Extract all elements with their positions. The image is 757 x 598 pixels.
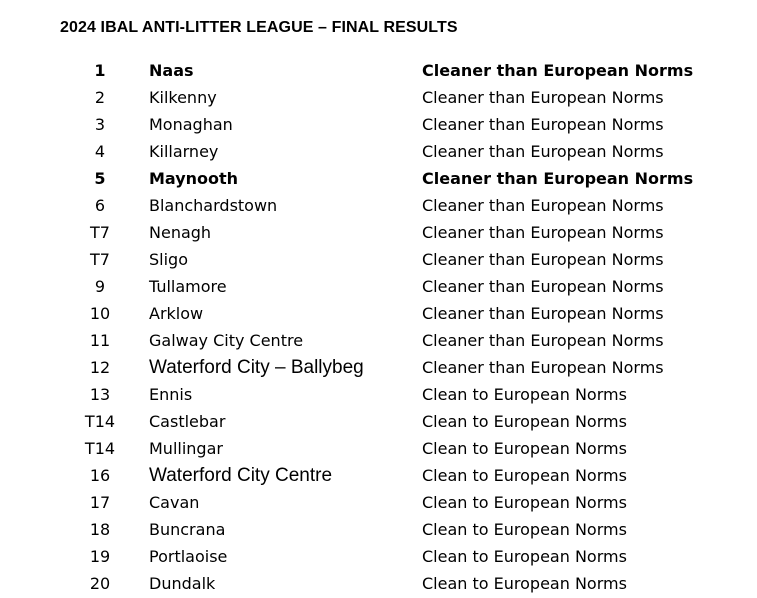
result-row xyxy=(0,516,757,543)
rank-cell: 17 xyxy=(89,493,111,512)
rank-cell: 2 xyxy=(94,88,106,107)
status-cell: Clean to European Norms xyxy=(422,412,627,431)
town-cell: Ennis xyxy=(149,385,193,404)
status-cell: Clean to European Norms xyxy=(422,493,627,512)
result-row xyxy=(0,84,757,111)
result-row xyxy=(0,219,757,246)
rank-cell: 4 xyxy=(94,142,106,161)
town-cell: Nenagh xyxy=(149,223,212,242)
status-cell: Cleaner than European Norms xyxy=(422,61,694,80)
rank-cell: 19 xyxy=(89,547,111,566)
town-cell: Galway City Centre xyxy=(149,331,304,350)
town-cell: Dundalk xyxy=(149,574,216,593)
status-cell: Cleaner than European Norms xyxy=(422,169,694,188)
town-cell: Waterford City – Ballybeg xyxy=(149,357,364,378)
rank-cell: 1 xyxy=(94,61,106,80)
result-row xyxy=(0,570,757,597)
status-cell: Cleaner than European Norms xyxy=(422,223,664,242)
status-cell: Clean to European Norms xyxy=(422,439,627,458)
rank-cell: 10 xyxy=(89,304,111,323)
result-row xyxy=(0,543,757,570)
result-row xyxy=(0,354,757,381)
town-cell: Waterford City Centre xyxy=(149,465,333,486)
status-cell: Cleaner than European Norms xyxy=(422,196,664,215)
status-cell: Clean to European Norms xyxy=(422,520,627,539)
town-cell: Kilkenny xyxy=(149,88,217,107)
town-cell: Naas xyxy=(149,61,194,80)
status-cell: Clean to European Norms xyxy=(422,574,627,593)
status-cell: Cleaner than European Norms xyxy=(422,277,664,296)
rank-cell: 18 xyxy=(89,520,111,539)
rank-cell: 9 xyxy=(94,277,106,296)
status-cell: Cleaner than European Norms xyxy=(422,142,664,161)
status-cell: Clean to European Norms xyxy=(422,547,627,566)
status-cell: Cleaner than European Norms xyxy=(422,304,664,323)
status-cell: Cleaner than European Norms xyxy=(422,331,664,350)
rank-cell: 3 xyxy=(94,115,106,134)
result-row xyxy=(0,462,757,489)
rank-cell: T7 xyxy=(90,223,110,242)
town-cell: Killarney xyxy=(149,142,219,161)
status-cell: Cleaner than European Norms xyxy=(422,358,664,377)
rank-cell: T14 xyxy=(84,439,116,458)
status-cell: Cleaner than European Norms xyxy=(422,250,664,269)
result-row xyxy=(0,192,757,219)
town-cell: Castlebar xyxy=(149,412,226,431)
result-row xyxy=(0,165,757,192)
result-row xyxy=(0,300,757,327)
town-cell: Maynooth xyxy=(149,169,239,188)
rank-cell: 13 xyxy=(89,385,111,404)
status-cell: Clean to European Norms xyxy=(422,466,627,485)
result-row xyxy=(0,408,757,435)
town-cell: Buncrana xyxy=(149,520,226,539)
result-row xyxy=(0,111,757,138)
result-row xyxy=(0,381,757,408)
rank-cell: T7 xyxy=(90,250,110,269)
town-cell: Tullamore xyxy=(149,277,227,296)
rank-cell: 12 xyxy=(89,358,111,377)
result-row xyxy=(0,273,757,300)
results-list xyxy=(0,57,757,597)
result-row xyxy=(0,57,757,84)
town-cell: Sligo xyxy=(149,250,188,269)
status-cell: Cleaner than European Norms xyxy=(422,115,664,134)
result-row xyxy=(0,138,757,165)
town-cell: Blanchardstown xyxy=(149,196,278,215)
result-row xyxy=(0,435,757,462)
status-cell: Cleaner than European Norms xyxy=(422,88,664,107)
rank-cell: 16 xyxy=(89,466,111,485)
rank-cell: 11 xyxy=(89,331,111,350)
town-cell: Arklow xyxy=(149,304,204,323)
town-cell: Mullingar xyxy=(149,439,223,458)
town-cell: Monaghan xyxy=(149,115,233,134)
rank-cell: 20 xyxy=(89,574,111,593)
rank-cell: 6 xyxy=(94,196,106,215)
town-cell: Cavan xyxy=(149,493,200,512)
town-cell: Portlaoise xyxy=(149,547,228,566)
result-row xyxy=(0,489,757,516)
result-row xyxy=(0,327,757,354)
rank-cell: 5 xyxy=(94,169,106,188)
page-title: 2024 IBAL ANTI-LITTER LEAGUE – FINAL RESULTS xyxy=(60,19,458,36)
rank-cell: T14 xyxy=(84,412,116,431)
result-row xyxy=(0,246,757,273)
status-cell: Clean to European Norms xyxy=(422,385,627,404)
